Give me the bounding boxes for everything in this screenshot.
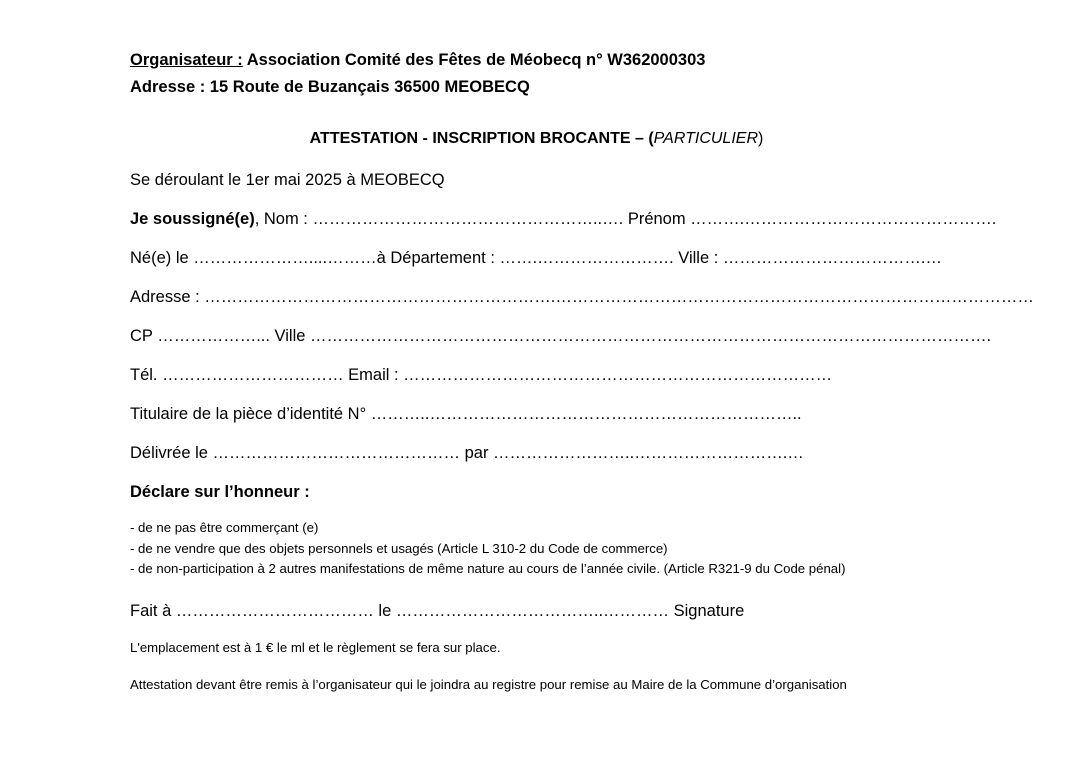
form-title-type: PARTICULIER xyxy=(653,130,758,147)
price-note: L'emplacement est à 1 € le ml et le règlement se fera sur place. xyxy=(130,640,501,655)
organizer-label: Organisateur : xyxy=(130,51,243,69)
birth-field-line[interactable]: Né(e) le …………………....………à Département : …….……………………. Ville : ……………………………….… xyxy=(130,249,942,267)
event-date-line: Se déroulant le 1er mai 2025 à MEOBECQ xyxy=(130,171,445,189)
declaration-item: - de non-participation à 2 autres manifestations de même nature au cours de l’année civile. (Article R321-9 du Code pénal) xyxy=(130,561,846,576)
declaration-heading: Déclare sur l’honneur : xyxy=(130,483,310,501)
form-title-main: ATTESTATION - INSCRIPTION BROCANTE – ( xyxy=(309,130,654,147)
form-title-close: ) xyxy=(758,130,764,147)
address-field-line[interactable]: Adresse : ……………………………………………………….…………………………………………………………………………… xyxy=(130,288,1034,306)
issued-field-line[interactable]: Délivrée le ……………………………………… par ……………………..……………………….… xyxy=(130,444,804,462)
tel-email-field-line[interactable]: Tél. …………………………… Email : …………………………………………………………………… xyxy=(130,366,833,384)
cp-ville-field-line[interactable]: CP ………………... Ville ……………………………………………………………………………………………………………. xyxy=(130,327,992,345)
name-field-line[interactable] xyxy=(130,209,996,229)
signature-line[interactable]: Fait à ……………………………… le ………………………………..………… Signature xyxy=(130,602,745,620)
id-document-field-line[interactable]: Titulaire de la pièce d’identité N° ………..………………………………………………………….. xyxy=(130,405,802,423)
form-title xyxy=(0,129,1073,149)
organizer-name: Association Comité des Fêtes de Méobecq n° W362000303 xyxy=(242,51,706,69)
soussigne-label: Je soussigné(e) xyxy=(130,210,255,228)
declaration-item: - de ne vendre que des objets personnels et usagés (Article L 310-2 du Code de commerce) xyxy=(130,541,668,556)
declaration-item: - de ne pas être commerçant (e) xyxy=(130,520,319,535)
submission-note: Attestation devant être remis à l’organisateur qui le joindra au registre pour remise au Maire de la Commune d’organisation xyxy=(130,677,847,692)
organizer-address: Adresse : 15 Route de Buzançais 36500 MEOBECQ xyxy=(130,78,530,96)
nom-prenom-field[interactable]: , Nom : ……………………………………………..…. Prénom ……….………………………………………. xyxy=(254,210,997,228)
organizer-line xyxy=(130,50,705,70)
